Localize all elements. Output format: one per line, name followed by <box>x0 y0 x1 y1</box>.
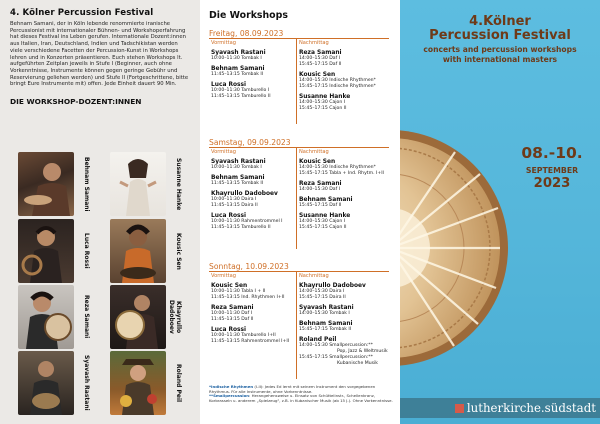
teacher-card <box>18 219 102 283</box>
column-label: Nachmittag <box>299 149 329 155</box>
column-divider <box>296 38 297 124</box>
workshop-entry: Roland Peil 14:00–15:30 Smallpercussion:** Pop, Jazz & Weltmusik 15:45–17:15 Smallpercussion:** Kubanische Musik <box>299 337 388 367</box>
workshop-entry: Behnam Samani 15:45–17:15 Daf II <box>299 196 353 209</box>
workshop-entry: Luca Rossi 10:00–11:30 Tamburello I 11:45–13:15 Tamburello II <box>211 82 271 100</box>
teacher-name: Susanne Hanke <box>175 157 182 211</box>
footnote-smallpercussion: **Smallpercussion: Herangehensweise u. Einsatz von Schüttelinstr., Schellenkranz, Korbrasseln u. anderem „Spielzeug", z.B. in Kubanischer Musik (ab 15 J.). Ohne Vorkenntnisse. <box>209 393 393 403</box>
cover-title-line1: 4.Kölner <box>469 14 531 29</box>
day-heading: Freitag, 08.09.2023 <box>209 29 284 38</box>
teacher-card <box>110 351 194 415</box>
teacher-card <box>18 351 102 415</box>
teachers-heading: DIE WORKSHOP-DOZENT:INNEN <box>10 97 142 107</box>
watermark-logo-icon <box>455 404 464 413</box>
column-label: Vormittag <box>211 149 236 155</box>
teacher-name: Reza Samani <box>83 295 90 339</box>
footnote-indian-rhythms: *Indische Rhythmen (I-II): Jedes Ed lernt mit seinem Instrument den vorgegebenen Rhythmus. Für alle Instrumente, ohne Vorkenntnisse. <box>209 384 376 394</box>
cover-title-line2: Percussion Festival <box>429 28 571 43</box>
day-rule <box>209 147 389 148</box>
festival-month: SEPTEMBER <box>525 166 579 175</box>
column-divider <box>296 147 297 249</box>
workshop-entry: Behnam Samani 15:45–17:15 Tombak II <box>299 320 353 333</box>
watermark <box>400 398 600 418</box>
morning-column <box>211 273 295 345</box>
workshops-title: Die Workshops <box>209 10 288 21</box>
workshop-entry: Behnam Samani 11:45–13:15 Tombak II <box>211 174 265 187</box>
cover-panel <box>400 0 600 424</box>
teacher-name: Behnam Samani <box>83 156 90 212</box>
festival-intro: Behnam Samani, der in Köln lebende renommierte iranische Percussionist mit internationaler Bühnen- und Workshoperfahrung hat dieses Festival ins Leben gerufen. Internationale Dozent:innen aus Italien, Iran, Deutschland, Indien und Tadschikistan werden viele verschiedene Facetten der Percussion-Kunst in Workshops lehren und in Konzerten präsentieren. Euch stehen Workshops lt. aufgeführten Zeitplan jeweils in Stufe I (Beginner, auch ohne Vorkenntnisse, Instrumente können gegen geringe Gebühr und Reservierung geliehen werden) und Stufe II (Fortgeschrittene, bitte bringt Eure Instrumente mit) offen. Jede Einheit dauert 90 Min. <box>10 21 189 88</box>
workshop-entry: Kousic Sen 14:00–15:30 Indische Rhythmen* 15:45–17:15 Indische Rhythmen* <box>299 71 376 90</box>
teacher-photo <box>18 152 74 216</box>
workshop-entry: Khayrullo Dadoboev 14:00–15:30 Daira I 15:45–17:15 Daira II <box>299 282 366 301</box>
workshop-entry: Luca Rossi 10:00–11:30 Rahmentrommel I 11:45–13:15 Tamburello II <box>211 213 283 231</box>
teacher-photo-grid <box>18 152 194 416</box>
workshop-entry: Behnam Samani 11:45–13:15 Tombak II <box>211 65 265 78</box>
day-rule <box>209 38 389 39</box>
workshop-entry: Syavash Rastani 10:00–11:30 Tombak I <box>211 158 266 171</box>
workshop-entry: Susanne Hanke 14:00–15:30 Cajon I 15:45–17:15 Cajon II <box>299 213 351 231</box>
workshop-entry: Reza Samani 10:00–11:30 Daf I 11:45–13:15 Daf II <box>211 304 254 323</box>
teacher-name: Syavash Rastani <box>83 355 90 411</box>
column-divider <box>296 271 297 379</box>
teacher-photo <box>110 152 166 216</box>
workshop-entry: Reza Samani 14:00–15:30 Daf I <box>299 180 342 193</box>
teacher-card <box>18 285 102 349</box>
workshop-entry: Luca Rossi 10:00–11:30 Tamburello I+II 11:45–13:15 Rahmentrommel I+II <box>211 326 290 345</box>
teacher-photo <box>110 219 166 283</box>
teacher-card <box>110 285 194 349</box>
teacher-photo <box>18 285 74 349</box>
afternoon-column <box>299 40 395 112</box>
teacher-name: Khayrullo Dadoboev <box>168 300 182 334</box>
teacher-card <box>110 219 194 283</box>
morning-column <box>211 40 295 100</box>
column-label: Nachmittag <box>299 273 329 279</box>
teacher-card <box>18 152 102 216</box>
festival-dates: 08.-10. <box>521 144 583 162</box>
festival-title: 4. Kölner Percussion Festival <box>10 8 154 18</box>
morning-column <box>211 149 295 231</box>
teacher-photo <box>18 219 74 283</box>
afternoon-column <box>299 149 395 231</box>
column-label: Nachmittag <box>299 40 329 46</box>
afternoon-column <box>299 273 395 367</box>
workshop-entry: Kousic Sen 14:00–15:30 Indische Rhythmen* 15:45–17:15 Tabla + Ind. Rhytm. I+II <box>299 158 384 177</box>
teacher-name: Kousic Sen <box>175 232 182 270</box>
footnotes <box>209 385 395 403</box>
day-heading: Sonntag, 10.09.2023 <box>209 262 289 271</box>
teacher-card <box>110 152 194 216</box>
watermark-text: lutherkirche.südstadt <box>466 401 596 415</box>
teacher-photo <box>110 351 166 415</box>
teacher-name: Luca Rossi <box>83 233 90 269</box>
workshops-panel <box>200 0 400 424</box>
teacher-photo <box>110 285 166 349</box>
day-heading: Samstag, 09.09.2023 <box>209 138 291 147</box>
workshop-entry: Reza Samani 14:00–15:30 Daf I 15:45–17:15 Daf II <box>299 49 342 68</box>
workshop-entry: Khayrullo Dadoboev 10:00–11:30 Daira I 11:45–13:15 Daira II <box>211 191 278 209</box>
frame-drum-illustration <box>400 98 510 398</box>
column-label: Vormittag <box>211 40 236 46</box>
workshop-entry: Susanne Hanke 14:00–15:30 Cajon I 15:45–17:15 Cajon II <box>299 93 351 112</box>
teacher-name: Roland Peil <box>175 363 182 403</box>
column-label: Vormittag <box>211 273 236 279</box>
festival-year: 2023 <box>533 176 571 191</box>
cover-subtitle-line1: concerts and percussion workshops <box>423 45 577 54</box>
day-rule <box>209 271 389 272</box>
workshop-entry: Syavash Rastani 14:00–15:30 Tombak I <box>299 304 354 317</box>
cover-subtitle-line2: with international masters <box>442 55 558 64</box>
workshop-entry: Syavash Rastani 10:00–11:30 Tombak I <box>211 49 266 62</box>
teacher-photo <box>18 351 74 415</box>
workshop-entry: Kousic Sen 10:00–11:30 Tabla I + II 11:45–13:15 Ind. Rhythmen I+II <box>211 282 285 301</box>
